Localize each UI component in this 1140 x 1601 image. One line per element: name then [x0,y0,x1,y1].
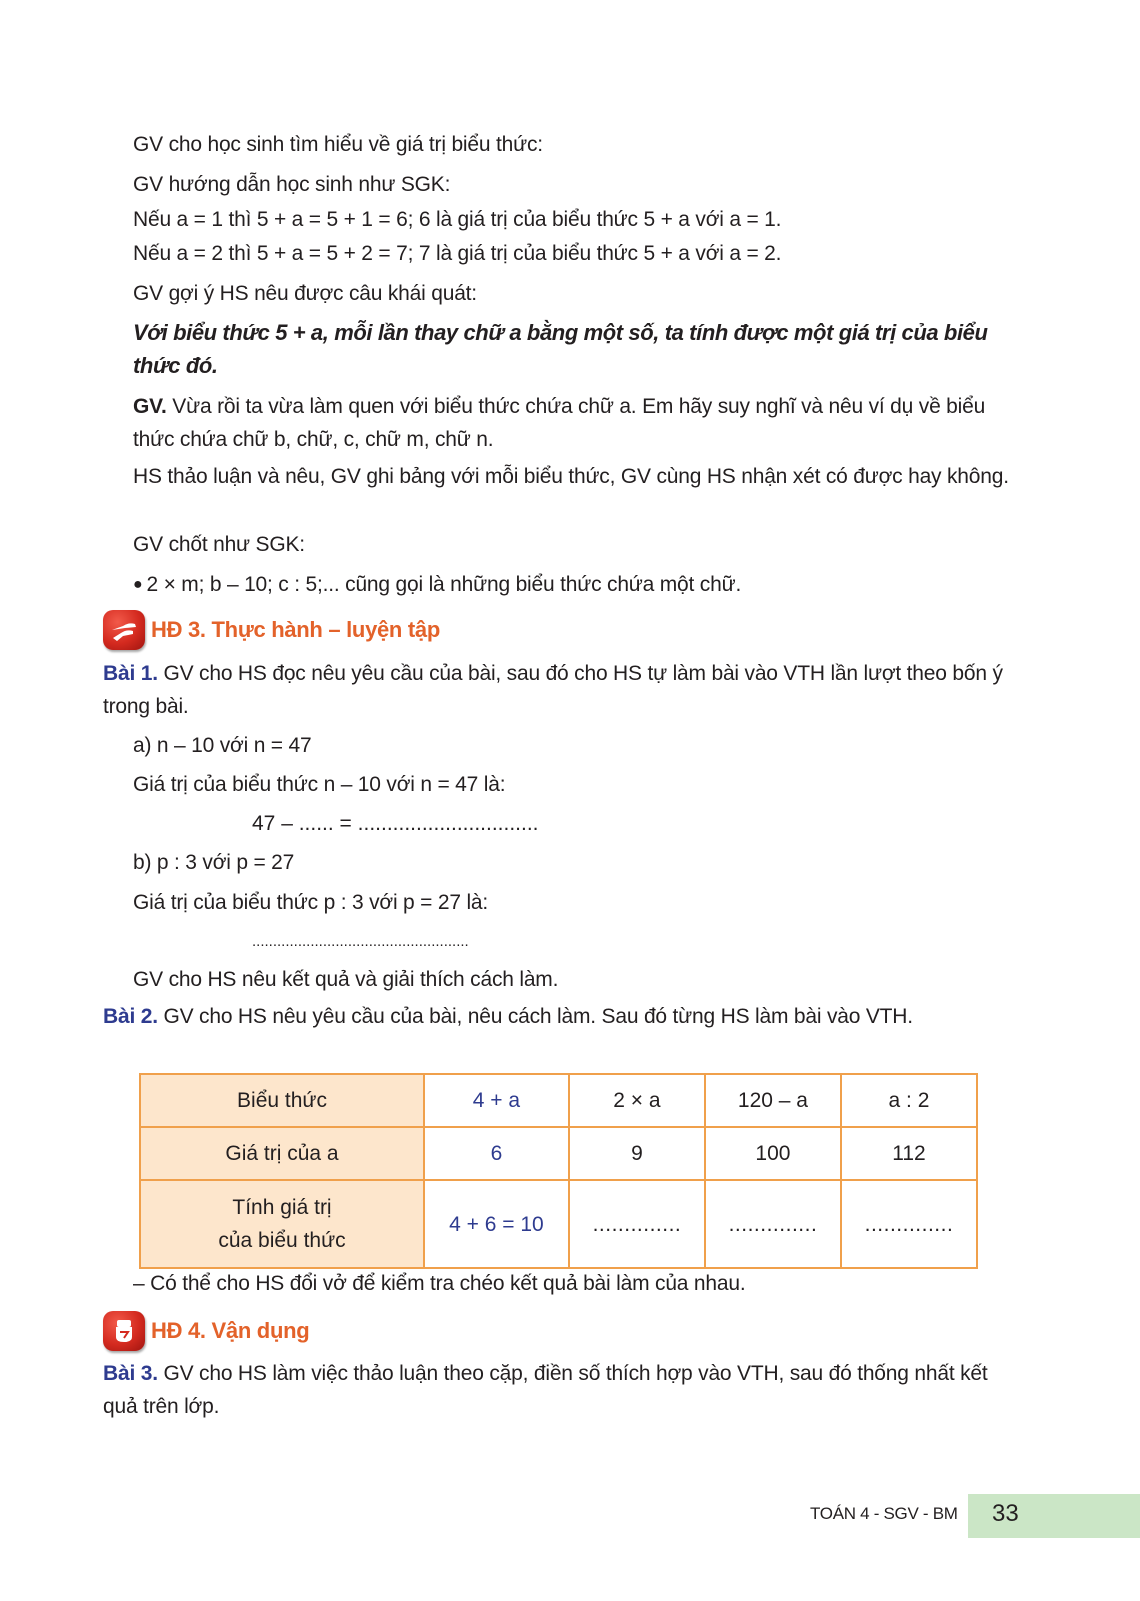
footer-book-title: TOÁN 4 - SGV - BM [810,1504,958,1523]
bai1-b-title: b) p : 3 với p = 27 [133,851,295,874]
intro-line: GV hướng dẫn học sinh như SGK: [133,173,451,196]
intro-line: GV gợi ý HS nêu được câu khái quát: [133,282,477,305]
bullet-icon: ● [133,576,143,593]
bai1-paragraph [103,657,1018,723]
example-line: Nếu a = 2 thì 5 + a = 5 + 2 = 7; 7 là giá trị của biểu thức 5 + a với a = 2. [133,242,782,265]
hd3-heading [103,609,440,651]
result-blank-cell: .............. [841,1180,977,1268]
result-blank-cell: .............. [705,1180,841,1268]
bai3-paragraph [103,1357,1018,1423]
table-row [140,1180,977,1268]
gv-paragraph [133,390,1018,456]
hands-icon [103,610,145,650]
bai1-a-title: a) n – 10 với n = 47 [133,734,312,757]
bai1-a-blank: 47 – ...... = ............................... [252,812,539,835]
hd3-title: HĐ 3. Thực hành – luyện tập [151,617,440,642]
bai1-closing: GV cho HS nêu kết quả và giải thích cách làm. [133,968,559,991]
bai2-paragraph [103,1000,1018,1033]
a-value-cell: 112 [841,1127,977,1180]
row-header-compute-line2: của biểu thức [218,1229,346,1252]
hd4-heading [103,1310,309,1352]
expression-cell: 120 – a [705,1074,841,1127]
a-value-cell: 6 [424,1127,569,1180]
expression-cell: 2 × a [569,1074,705,1127]
bai2-note: – Có thể cho HS đổi vở để kiểm tra chéo kết quả bài làm của nhau. [133,1272,746,1295]
conclude-line: GV chốt như SGK: [133,533,305,556]
exercise-table [139,1073,978,1269]
a-value-cell: 9 [569,1127,705,1180]
page-number: 33 [992,1500,1019,1527]
hd4-title: HĐ 4. Vận dụng [151,1318,310,1343]
hs-paragraph: HS thảo luận và nêu, GV ghi bảng với mỗi biểu thức, GV cùng HS nhận xét có được hay không. [133,465,1009,488]
row-header-a-value: Giá trị của a [140,1127,424,1180]
result-cell: 4 + 6 = 10 [424,1180,569,1268]
row-header-compute [140,1180,424,1268]
bullet-item [133,568,1018,601]
bullet-text: 2 × m; b – 10; c : 5;... cũng gọi là những biểu thức chứa một chữ. [146,573,742,596]
raised-fist-icon [103,1311,145,1351]
table-row [140,1074,977,1127]
intro-line: GV cho học sinh tìm hiểu về giá trị biểu thức: [133,133,543,156]
bai2-label: Bài 2. [103,1005,158,1028]
rule-statement: Với biểu thức 5 + a, mỗi lần thay chữ a bằng một số, ta tính được một giá trị của biểu thức đó. [133,320,988,378]
expression-cell: 4 + a [424,1074,569,1127]
gv-label: GV. [133,395,167,418]
row-header-expression: Biểu thức [140,1074,424,1127]
expression-cell: a : 2 [841,1074,977,1127]
page-number-box [968,1494,1140,1538]
example-line: Nếu a = 1 thì 5 + a = 5 + 1 = 6; 6 là giá trị của biểu thức 5 + a với a = 1. [133,208,782,231]
a-value-cell: 100 [705,1127,841,1180]
table-row [140,1127,977,1180]
bai1-text: GV cho HS đọc nêu yêu cầu của bài, sau đó cho HS tự làm bài vào VTH lần lượt theo bốn ý trong bài. [103,662,1003,718]
bai3-label: Bài 3. [103,1362,158,1385]
bai1-label: Bài 1. [103,662,158,685]
row-header-compute-line1: Tính giá trị [232,1196,332,1219]
gv-text: Vừa rồi ta vừa làm quen với biểu thức chứa chữ a. Em hãy suy nghĩ và nêu ví dụ về biểu thức chứa chữ b, chữ, c, chữ m, chữ n. [133,395,986,451]
bai1-b-prompt: Giá trị của biểu thức p : 3 với p = 27 là: [133,891,489,914]
bai1-a-prompt: Giá trị của biểu thức n – 10 với n = 47 là: [133,773,506,796]
bai1-b-blank: .................................................... [252,933,469,950]
bai3-text: GV cho HS làm việc thảo luận theo cặp, điền số thích hợp vào VTH, sau đó thống nhất kết quả trên lớp. [103,1362,988,1418]
result-blank-cell: .............. [569,1180,705,1268]
bai2-text: GV cho HS nêu yêu cầu của bài, nêu cách làm. Sau đó từng HS làm bài vào VTH. [157,1005,913,1028]
